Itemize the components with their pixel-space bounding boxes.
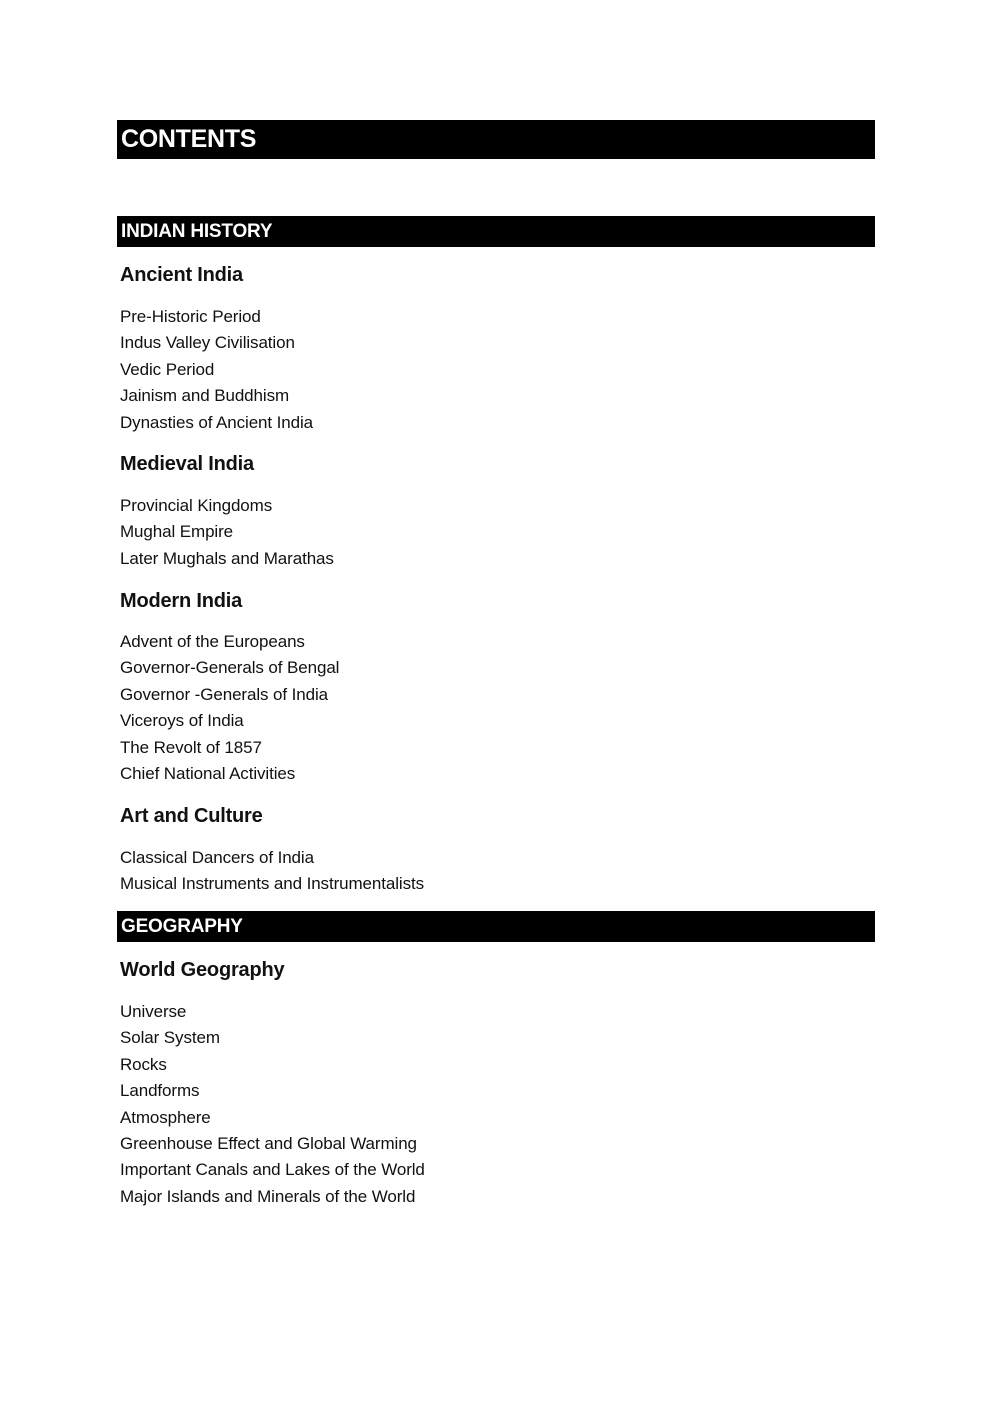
topic-item: Landforms xyxy=(120,1081,200,1101)
topic-item: Universe xyxy=(120,1002,187,1021)
topic-item: Indus Valley Civilisation xyxy=(120,333,295,353)
topic-item: Mughal Empire xyxy=(120,522,234,542)
subsection-heading-modern-india: Modern India xyxy=(120,590,243,612)
topic-list-medieval-india xyxy=(120,493,334,572)
topic-item: Provincial Kingdoms xyxy=(120,496,273,515)
subsection-heading-ancient-india: Ancient India xyxy=(120,264,243,286)
topic-list-world-geography xyxy=(120,999,425,1210)
topic-item: Governor-Generals of Bengal xyxy=(120,658,340,678)
topic-item: Chief National Activities xyxy=(120,763,296,783)
topic-item: Vedic Period xyxy=(120,359,215,379)
contents-title: CONTENTS xyxy=(117,120,875,159)
subsection-heading-art-and-culture: Art and Culture xyxy=(120,805,263,827)
topic-item: Solar System xyxy=(120,1028,220,1048)
topic-list-art-and-culture xyxy=(120,845,424,898)
topic-list-ancient-india xyxy=(120,304,313,436)
topic-item: Viceroys of India xyxy=(120,711,244,731)
subsection-heading-world-geography: World Geography xyxy=(120,959,285,981)
topic-item: Important Canals and Lakes of the World xyxy=(120,1160,425,1180)
topic-item: Jainism and Buddhism xyxy=(120,386,290,406)
topic-item: Dynasties of Ancient India xyxy=(120,412,314,432)
topic-item: Greenhouse Effect and Global Warming xyxy=(120,1133,417,1153)
topic-item: Classical Dancers of India xyxy=(120,848,314,867)
topic-item: Rocks xyxy=(120,1054,167,1074)
topic-list-modern-india xyxy=(120,629,339,787)
topic-item: Atmosphere xyxy=(120,1107,211,1127)
topic-item: Later Mughals and Marathas xyxy=(120,548,334,568)
subsection-heading-medieval-india: Medieval India xyxy=(120,453,254,475)
topic-item: Advent of the Europeans xyxy=(120,632,305,651)
topic-item: Major Islands and Minerals of the World xyxy=(120,1186,416,1206)
topic-item: Pre-Historic Period xyxy=(120,307,261,326)
section-heading-indian-history: INDIAN HISTORY xyxy=(117,216,875,247)
topic-item: Governor -Generals of India xyxy=(120,684,329,704)
topic-item: The Revolt of 1857 xyxy=(120,737,262,757)
topic-item: Musical Instruments and Instrumentalists xyxy=(120,874,425,894)
section-heading-geography: GEOGRAPHY xyxy=(117,911,875,942)
